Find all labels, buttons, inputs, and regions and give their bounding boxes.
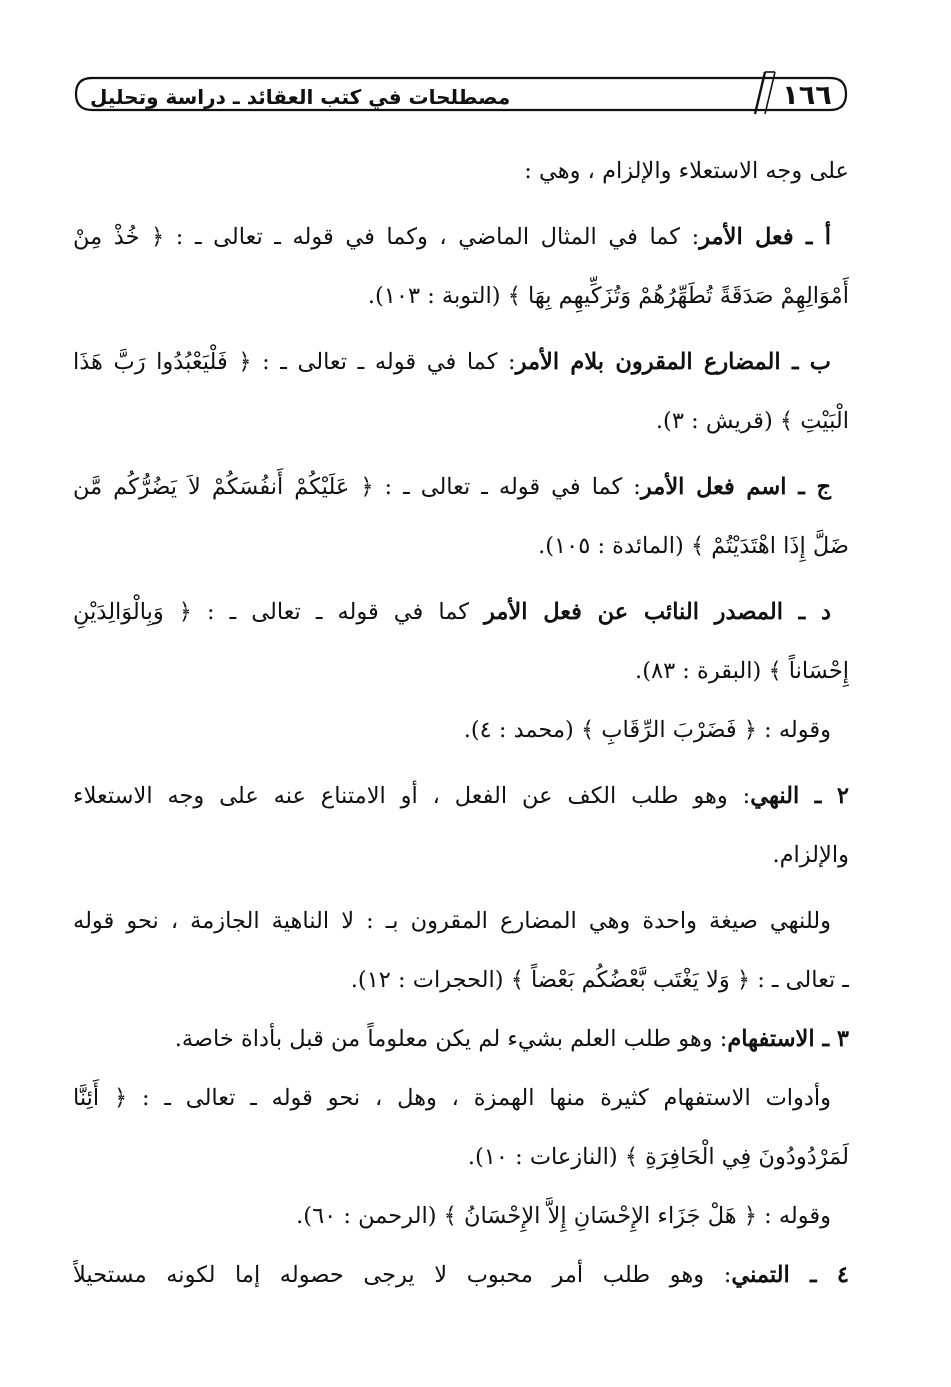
item-a-line-1 [73,208,849,267]
item-3-heading: ٣ ـ الاستفهام [727,1026,849,1052]
item-b-heading: ب ـ المضارع المقرون بلام الأمر [515,349,831,375]
item-3-quote: وقوله : ﴿ هَلْ جَزَاء الإِحْسَانِ إِلاَّ الإِحْسَانُ ﴾ (الرحمن : ٦٠). [296,1203,831,1229]
item-2-text-cont: والإلزام. [772,842,849,868]
item-2-line-1 [73,767,849,826]
item-b-text-cont: الْبَيْتِ ﴾ (قريش : ٣). [655,408,849,434]
item-4-line-1 [73,1246,849,1305]
item-d-quote: وقوله : ﴿ فَضَرْبَ الرِّقَابِ ﴾ (محمد : ٤). [463,717,831,743]
item-3-paragraph: وأدوات الاستفهام كثيرة منها الهمزة ، وهل ، نحو قوله ـ تعالى ـ : ﴿ أَئِنَّا [73,1085,831,1111]
item-a-line-2 [73,267,849,326]
item-c-text: : كما في قوله ـ تعالى ـ : ﴿ عَلَيْكُمْ أَنفُسَكُمْ لاَ يَضُرُّكُم مَّن [73,474,641,500]
item-c-text-cont: ضَلَّ إِذَا اهْتَدَيْتُمْ ﴾ (المائدة : ١٠٥). [538,533,849,559]
item-3-line-4 [73,1187,849,1246]
item-2-line-4 [73,951,849,1010]
text-line [73,142,849,201]
item-d-line-2 [73,642,849,701]
item-b-line-1 [73,333,849,392]
item-a-heading: أ ـ فعل الأمر [699,224,832,250]
running-title: مصطلحات في كتب العقائد ـ دراسة وتحليل [90,85,511,109]
item-d-text: كما في قوله ـ تعالى ـ : ﴿ وَبِالْوَالِدَيْنِ [73,599,469,625]
item-c-line-1 [73,458,849,517]
item-4-heading: ٤ ـ التمني [731,1262,849,1288]
paragraph-text: على وجه الاستعلاء والإلزام ، وهي : [524,158,849,184]
page-body [73,142,849,1305]
item-a-text: : كما في المثال الماضي ، وكما في قوله ـ تعالى ـ : ﴿ خُذْ مِنْ [73,224,700,250]
item-b-line-2 [73,392,849,451]
item-3-paragraph-cont: لَمَرْدُودُونَ فِي الْحَافِرَةِ ﴾ (النازعات : ١٠). [467,1144,849,1170]
item-c-heading: ج ـ اسم فعل الأمر [640,474,831,500]
item-3-line-1 [73,1010,849,1069]
item-d-line-1 [73,583,849,642]
page-number: ١٦٦ [782,80,832,111]
item-a-text-cont: أَمْوَالِهِمْ صَدَقَةً تُطَهِّرُهُمْ وَتُزَكِّيهِم بِهَا ﴾ (التوبة : ١٠٣). [367,283,849,309]
item-d-text-cont: إِحْسَاناً ﴾ (البقرة : ٨٣). [635,658,849,684]
item-c-line-2 [73,517,849,576]
item-2-heading: ٢ ـ النهي [750,783,849,809]
item-2-line-3 [73,892,849,951]
item-3-line-2 [73,1069,849,1128]
item-2-paragraph: وللنهي صيغة واحدة وهي المضارع المقرون بـ : لا الناهية الجازمة ، نحو قوله [73,908,831,934]
item-d-line-3 [73,701,849,760]
item-d-heading: د ـ المصدر النائب عن فعل الأمر [483,599,831,625]
item-2-line-2 [73,826,849,885]
item-b-text: : كما في قوله ـ تعالى ـ : ﴿ فَلْيَعْبُدُوا رَبَّ هَذَا [73,349,516,375]
item-3-text: : وهو طلب العلم بشيء لم يكن معلوماً من قبل بأداة خاصة. [174,1026,728,1052]
item-3-line-3 [73,1128,849,1187]
item-2-paragraph-cont: ـ تعالى ـ : ﴿ وَلا يَغْتَب بَّعْضُكُم بَعْضاً ﴾ (الحجرات : ١٢). [350,967,849,993]
item-4-text: : وهو طلب أمر محبوب لا يرجى حصوله إما لكونه مستحيلاً [73,1262,732,1288]
item-2-text: : وهو طلب الكف عن الفعل ، أو الامتناع عنه على وجه الاستعلاء [73,783,751,809]
